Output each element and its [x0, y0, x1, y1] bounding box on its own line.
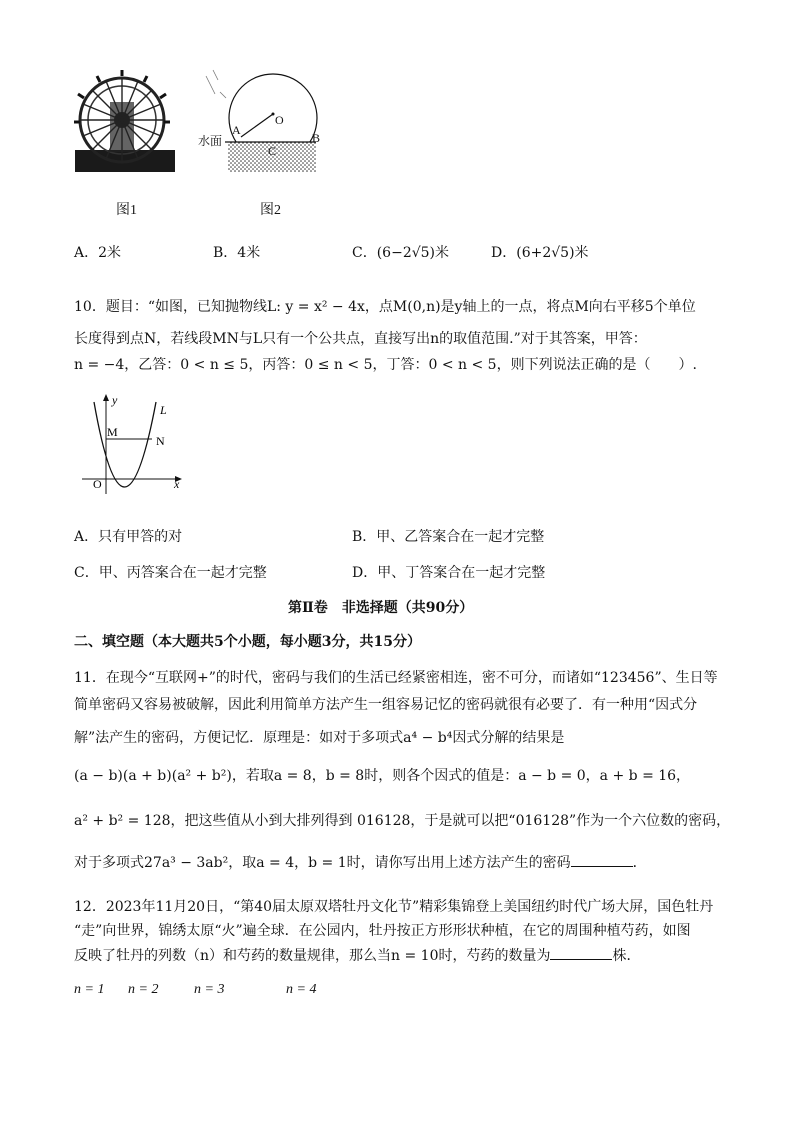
q11-line-6: 对于多项式27a³ − 3ab²，取a = 4，b = 1时，请你写出用上述方法产生的密码 ．: [74, 852, 647, 872]
q10-line-3: n = −4，乙答：0 < n ≤ 5，丙答：0 ≤ n < 5，丁答：0 < n < 5，则下列说法正确的是（ ）.: [74, 357, 698, 373]
graph-m-label: M: [107, 425, 118, 439]
circle-water-diagram: [206, 70, 317, 172]
graph-l-label: L: [160, 403, 167, 417]
q10-option-b[interactable]: B．甲、乙答案合在一起才完整: [352, 529, 545, 545]
q12-answer-blank[interactable]: [550, 945, 612, 960]
q10-line-1: 10．题目：“如图，已知抛物线L: y = x² − 4x，点M(0,n)是y轴上的一点，将点M向右平移5个单位: [74, 299, 696, 315]
top-figures: [70, 62, 340, 222]
q9-option-d[interactable]: D．(6+2√5)米: [491, 245, 589, 261]
q12-n-label-1: n = 1: [74, 982, 105, 997]
q12-line-1: 12．2023年11月20日，“第40届太原双塔牡丹文化节”精彩集锦登上美国纽约时代广场大屏，国色牡丹: [74, 899, 714, 915]
water-surface-label: 水面: [198, 134, 223, 148]
q11-line-5: a² + b² = 128，把这些值从小到大排列得到 016128，于是就可以把“016128”作为一个六位数的密码，: [74, 813, 731, 829]
q12-n-label-4: n = 4: [286, 982, 317, 997]
q11-answer-blank[interactable]: [571, 852, 633, 867]
q10-line-2: 长度得到点N，若线段MN与L只有一个公共点，直接写出n的取值范围.”对于其答案，甲答：: [74, 331, 647, 347]
point-a-label: A: [232, 123, 241, 137]
point-c-label: C: [268, 144, 277, 158]
q10-parabola-graph: [78, 392, 190, 502]
graph-y-label: y: [112, 393, 118, 407]
q11-line-3: 解”法产生的密码，方便记忆．原理是：如对于多项式a⁴ − b⁴因式分解的结果是: [74, 730, 565, 746]
point-o-label: O: [275, 113, 284, 127]
q10-option-c[interactable]: C．甲、丙答案合在一起才完整: [74, 565, 267, 581]
fig1-label: 图1: [116, 203, 137, 218]
q12-n-label-2: n = 2: [128, 982, 159, 997]
q10-option-a[interactable]: A．只有甲答的对: [74, 529, 183, 545]
section-2-title: 第Ⅱ卷 非选择题（共90分）: [288, 600, 474, 616]
q12-n-label-3: n = 3: [194, 982, 225, 997]
graph-o-label: O: [93, 477, 102, 491]
fig2-label: 图2: [260, 203, 281, 218]
graph-n-label: N: [156, 434, 165, 448]
q10-option-d[interactable]: D．甲、丁答案合在一起才完整: [352, 565, 546, 581]
q9-option-c[interactable]: C．(6−2√5)米: [352, 245, 450, 261]
q11-line-1: 11．在现今“互联网+”的时代，密码与我们的生活已经紧密相连，密不可分，而诸如“123456”、生日等: [74, 670, 718, 686]
q9-option-b[interactable]: B．4米: [213, 245, 261, 261]
water-wheel-image: [74, 70, 175, 172]
point-b-label: B: [312, 131, 321, 145]
q11-line-2: 简单密码又容易被破解，因此利用简单方法产生一组容易记忆的密码就很有必要了．有一种用“因式分: [74, 697, 698, 713]
graph-x-label: x: [174, 477, 180, 491]
q11-line-4: (a − b)(a + b)(a² + b²)，若取a = 8，b = 8时，则各个因式的值是：a − b = 0，a + b = 16，: [74, 768, 691, 784]
part-2-heading: 二、填空题（本大题共5个小题，每小题3分，共15分）: [74, 634, 421, 650]
q9-option-a[interactable]: A．2米: [74, 245, 122, 261]
q12-line-2: “走”向世界，锦绣太原“火”遍全球．在公园内，牡丹按正方形形状种植，在它的周围种植芍药，如图: [74, 923, 691, 939]
q12-line-3: 反映了牡丹的列数（n）和芍药的数量规律，那么当n = 10时，芍药的数量为 株．: [74, 945, 640, 965]
